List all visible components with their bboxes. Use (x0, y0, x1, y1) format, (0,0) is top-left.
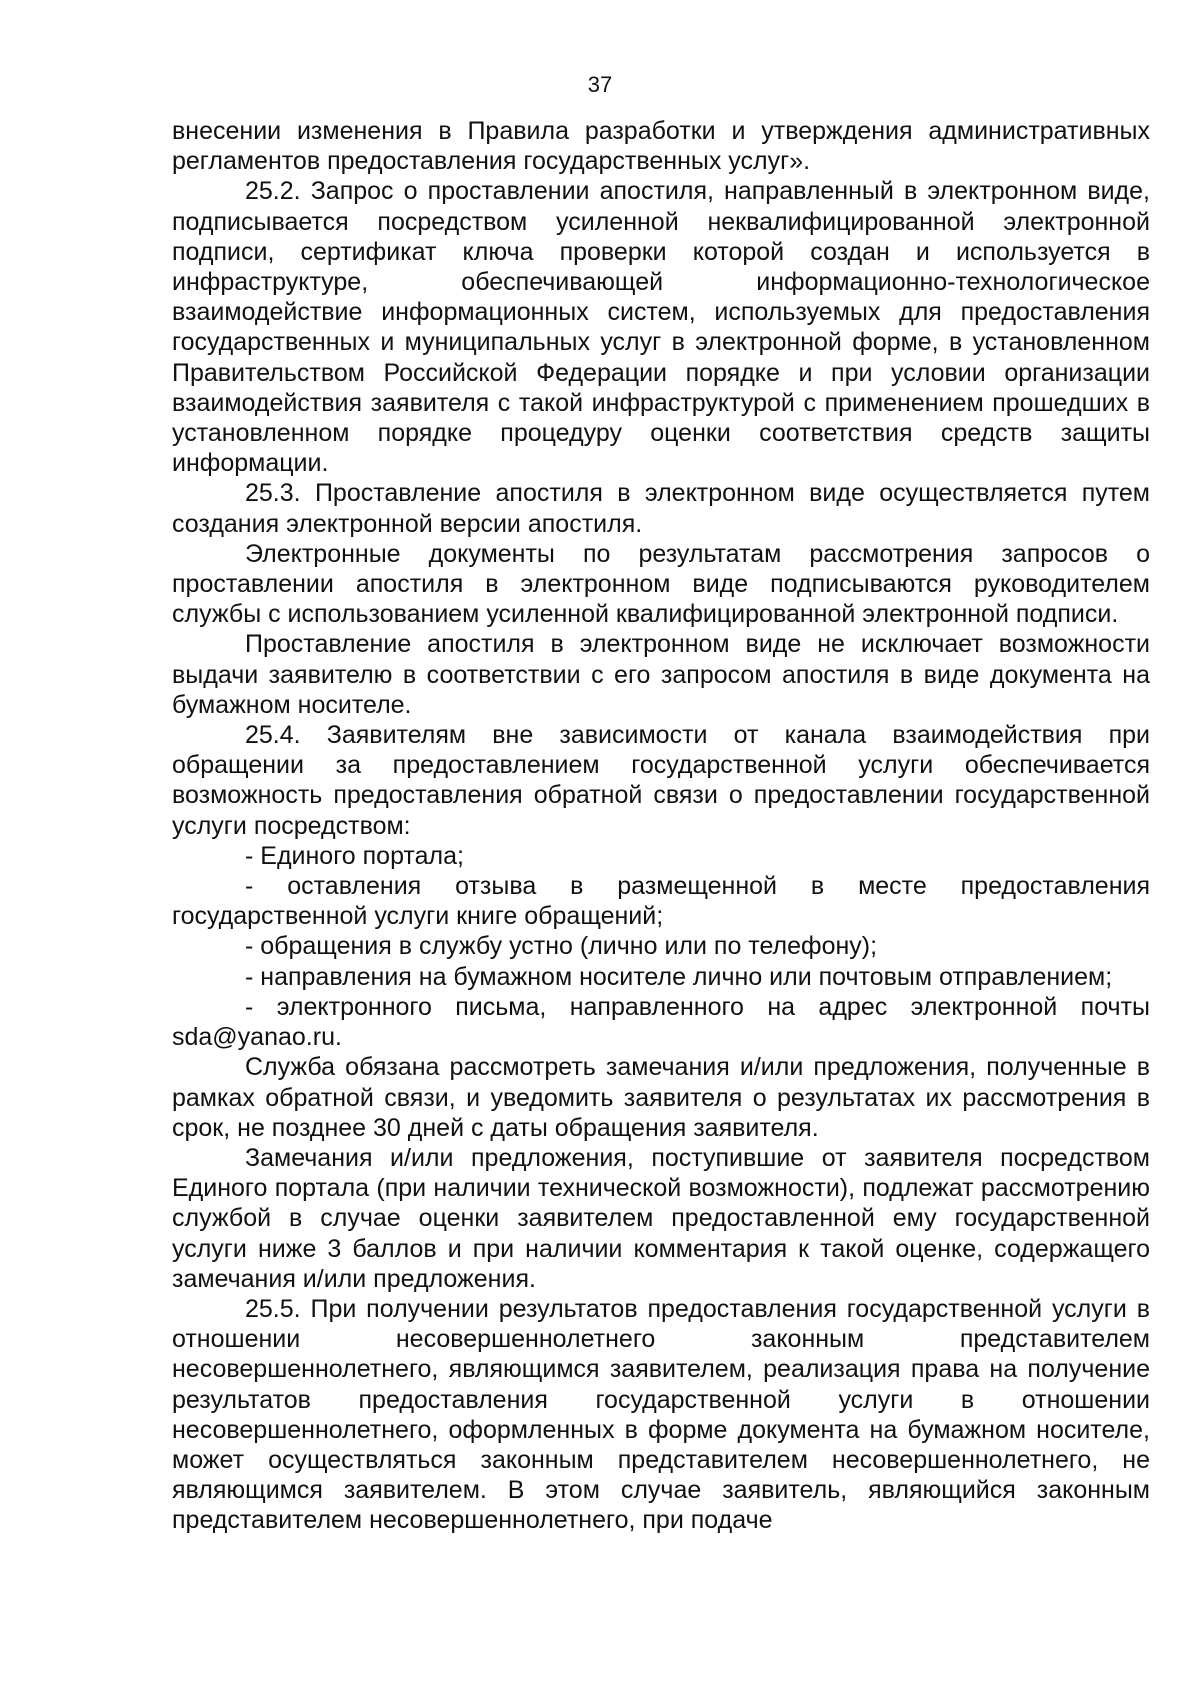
list-item-email: - электронного письма, направленного на адрес электронной почты sda@yanao.ru. (172, 992, 1150, 1052)
page-number: 37 (587, 72, 613, 97)
paragraph-portal-remarks: Замечания и/или предложения, поступившие от заявителя посредством Единого портала (при наличии технической возможности), подлежат рассмотрению службой в случае оценки заявителем предоставленной ему государственной услуги ниже 3 баллов и при наличии комментария к такой оценке, содержащего замечания и/или предложения. (172, 1143, 1150, 1293)
paragraph-continuation: внесении изменения в Правила разработки и утверждения административных регламентов предоставления государственных услуг». (172, 117, 1150, 176)
paragraph-25-3: 25.3. Проставление апостиля в электронном виде осуществляется путем создания электронной версии апостиля. (172, 479, 1150, 538)
paragraph-25-4: 25.4. Заявителям вне зависимости от канала взаимодействия при обращении за предоставлением государственной услуги обеспечивается возможность предоставления обратной связи о предоставлении государственной услуги посредством: (172, 721, 1150, 840)
list-item-oral-appeal: - обращения в службу устно (лично или по телефону); (245, 932, 878, 961)
paragraph-paper-apostille: Проставление апостиля в электронном виде не исключает возможности выдачи заявителю в соответствии с его запросом апостиля в виде документа на бумажном носителе. (172, 630, 1150, 719)
paragraph-service-obligation: Служба обязана рассмотреть замечания и/или предложения, полученные в рамках обратной связи, и уведомить заявителя о результатах их рассмотрения в срок, не позднее 30 дней с даты обращения заявителя. (172, 1053, 1150, 1142)
paragraph-electronic-documents: Электронные документы по результатам рассмотрения запросов о проставлении апостиля в электронном виде подписываются руководителем службы с использованием усиленной квалифицированной электронной подписи. (172, 539, 1150, 629)
list-item-paper-appeal: - направления на бумажном носителе лично или почтовым отправлением; (245, 962, 1113, 991)
list-item-review-book: - оставления отзыва в размещенной в месте предоставления государственной услуги книге обращений; (172, 872, 1150, 931)
document-body (172, 116, 1150, 1536)
paragraph-25-2: 25.2. Запрос о проставлении апостиля, направленный в электронном виде, подписывается посредством усиленной неквалифицированной электронной подписи, сертификат ключа проверки которой создан и используется в инфраструктуре, обеспечивающей информационно-технологическое взаимодействие информационных систем, используемых для предоставления государственных и муниципальных услуг в электронной форме, в установленном Правительством Российской Федерации порядке и при условии организации взаимодействия заявителя с такой инфраструктурой с применением прошедших в установленном порядке процедуру оценки соответствия средств защиты информации. (172, 177, 1150, 478)
paragraph-25-5: 25.5. При получении результатов предоставления государственной услуги в отношении несовершеннолетнего законным представителем несовершеннолетнего, являющимся заявителем, реализация права на получение результатов предоставления государственной услуги в отношении несовершеннолетнего, оформленных в форме документа на бумажном носителе, может осуществляться законным представителем несовершеннолетнего, не являющимся заявителем. В этом случае заявитель, являющийся законным представителем несовершеннолетнего, при подаче (172, 1294, 1150, 1535)
list-item-portal: - Единого портала; (245, 841, 464, 870)
